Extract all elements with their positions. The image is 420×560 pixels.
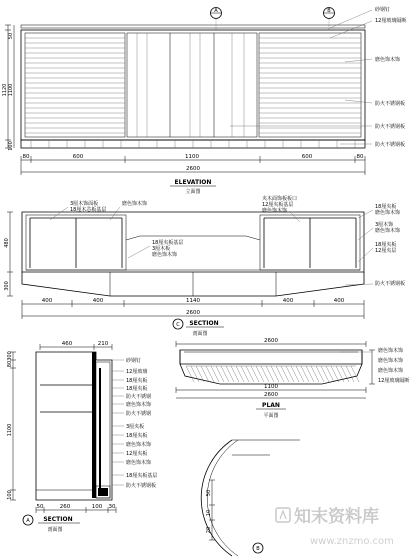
svg-text:400: 400 <box>41 298 53 304</box>
svg-text:防火不锈钢板: 防火不锈钢板 <box>375 142 406 148</box>
section-a-label: 12厘玻璃 <box>126 369 148 375</box>
svg-text:2600: 2600 <box>186 166 200 172</box>
svg-text:600: 600 <box>301 154 313 160</box>
section-a-label: 砂钢钉 <box>126 358 142 364</box>
elevation-center-panels <box>127 33 257 137</box>
svg-text:12厘玻璃隔断: 12厘玻璃隔断 <box>375 18 407 24</box>
svg-text:www.znzmo.com: www.znzmo.com <box>310 536 394 547</box>
svg-text:300: 300 <box>4 281 10 291</box>
section-a-view <box>7 341 157 533</box>
svg-text:1100: 1100 <box>8 83 14 97</box>
section-a-label: 防火不锈钢 <box>126 394 152 400</box>
plan-labels <box>340 347 409 384</box>
elevation-labels <box>230 6 406 148</box>
svg-text:50: 50 <box>206 489 212 497</box>
watermark-logo-icon <box>276 508 290 522</box>
svg-text:18厘夹板: 18厘夹板 <box>375 242 397 248</box>
svg-text:2600: 2600 <box>264 338 278 344</box>
svg-text:磨色饰木饰: 磨色饰木饰 <box>375 210 401 216</box>
svg-text:SECTION: SECTION <box>189 320 219 327</box>
plan-view <box>176 338 409 419</box>
svg-text:磨色饰木饰: 磨色饰木饰 <box>375 228 401 234</box>
elevation-view <box>2 6 406 195</box>
svg-text:1100: 1100 <box>264 384 278 390</box>
svg-text:260: 260 <box>59 504 71 510</box>
section-a-label: 18厘夹板 <box>126 378 148 384</box>
svg-text:磨色饰木饰: 磨色饰木饰 <box>262 208 288 214</box>
section-a-label: 12厘夹板 <box>126 451 148 457</box>
svg-text:B: B <box>327 8 331 14</box>
section-a-label: 磨色饰木饰 <box>126 442 152 448</box>
svg-text:平面图: 平面图 <box>263 413 279 419</box>
svg-text:磨色饰木饰: 磨色饰木饰 <box>122 201 148 207</box>
svg-text:A: A <box>26 518 30 524</box>
elevation-bottom-dims <box>21 154 365 175</box>
svg-text:12厘夹板基层: 12厘夹板基层 <box>262 202 294 208</box>
svg-text:10: 10 <box>206 509 212 517</box>
section-c-labels <box>50 195 405 287</box>
svg-text:18厘夹板: 18厘夹板 <box>375 204 397 210</box>
svg-text:3厘木板: 3厘木板 <box>152 246 171 252</box>
svg-text:SECTION: SECTION <box>43 516 73 523</box>
svg-text:A: A <box>214 8 218 14</box>
svg-text:18厘夹板基层: 18厘夹板基层 <box>152 240 184 246</box>
svg-text:剖面图: 剖面图 <box>192 331 208 337</box>
section-a-label: 18厘夹板 <box>126 433 148 439</box>
svg-text:防火不锈钢板: 防火不锈钢板 <box>375 281 406 287</box>
svg-text:2600: 2600 <box>186 310 200 316</box>
elevation-title <box>170 179 216 195</box>
svg-text:12厘夹层: 12厘夹层 <box>375 248 397 254</box>
svg-text:C: C <box>176 322 180 328</box>
elevation-right-slats <box>259 33 361 137</box>
svg-text:2600: 2600 <box>264 392 278 398</box>
section-a-label: 防火不锈钢 <box>126 411 152 417</box>
svg-text:3厘木饰: 3厘木饰 <box>375 222 394 228</box>
svg-text:磨色饰木饰: 磨色饰木饰 <box>375 57 401 63</box>
svg-text:300: 300 <box>7 351 13 361</box>
svg-text:砂钢钉: 砂钢钉 <box>375 7 391 13</box>
svg-text:20: 20 <box>206 526 212 534</box>
svg-text:3厘木饰面板: 3厘木饰面板 <box>70 201 99 207</box>
elevation-left-slats <box>25 33 125 137</box>
detail-b-view <box>201 440 300 556</box>
svg-text:100: 100 <box>8 141 14 151</box>
section-a-label: 磨色饰木饰 <box>126 460 152 466</box>
svg-text:磨色饰木饰: 磨色饰木饰 <box>152 252 178 258</box>
svg-text:ELEVATION: ELEVATION <box>174 179 212 186</box>
section-a-label: 3厘夹板 <box>126 424 145 430</box>
svg-text:80: 80 <box>22 154 30 160</box>
svg-text:50: 50 <box>8 32 14 40</box>
svg-text:1100: 1100 <box>185 154 199 160</box>
svg-text:80: 80 <box>356 154 364 160</box>
svg-text:防火不锈钢板: 防火不锈钢板 <box>375 101 406 107</box>
svg-text:知末资料库: 知末资料库 <box>294 507 379 527</box>
svg-text:460: 460 <box>61 341 73 347</box>
section-c-view <box>4 195 405 337</box>
svg-text:夹木面饰板板口: 夹木面饰板板口 <box>262 196 298 202</box>
svg-text:480: 480 <box>4 238 10 248</box>
svg-text:剖面图: 剖面图 <box>47 527 63 533</box>
svg-text:立面图: 立面图 <box>185 189 201 195</box>
svg-text:18厘木芯板基层: 18厘木芯板基层 <box>70 207 107 213</box>
svg-text:30: 30 <box>108 504 116 510</box>
svg-text:磨色饰木饰: 磨色饰木饰 <box>378 358 404 364</box>
svg-text:50: 50 <box>36 504 44 510</box>
section-a-label: 18厘夹板基层 <box>126 473 158 479</box>
svg-text:400: 400 <box>333 298 345 304</box>
svg-text:1140: 1140 <box>186 298 200 304</box>
svg-text:12厘玻璃隔断: 12厘玻璃隔断 <box>378 378 410 384</box>
svg-text:防火不锈钢板: 防火不锈钢板 <box>375 124 406 130</box>
elevation-body <box>21 30 365 140</box>
svg-text:100: 100 <box>7 490 13 500</box>
svg-text:100: 100 <box>91 504 103 510</box>
section-a-label: 防火不锈钢板 <box>126 483 157 489</box>
elevation-marker-a <box>211 8 222 31</box>
svg-text:1100: 1100 <box>7 423 13 437</box>
svg-text:磨色饰木饰: 磨色饰木饰 <box>378 368 404 374</box>
elevation-left-dims <box>2 25 14 151</box>
svg-text:400: 400 <box>282 298 294 304</box>
svg-text:1120: 1120 <box>2 83 8 97</box>
section-a-label: 磨色饰木饰 <box>126 402 152 408</box>
svg-text:B: B <box>256 546 260 552</box>
svg-text:210: 210 <box>97 341 109 347</box>
svg-text:80: 80 <box>7 360 13 368</box>
section-a-labels <box>112 357 157 489</box>
watermark <box>276 506 394 547</box>
svg-text:磨色饰木饰: 磨色饰木饰 <box>378 348 404 354</box>
section-a-label: 18厘夹板 <box>126 386 148 392</box>
svg-text:400: 400 <box>92 298 104 304</box>
svg-text:600: 600 <box>72 154 84 160</box>
svg-text:PLAN: PLAN <box>262 402 280 409</box>
